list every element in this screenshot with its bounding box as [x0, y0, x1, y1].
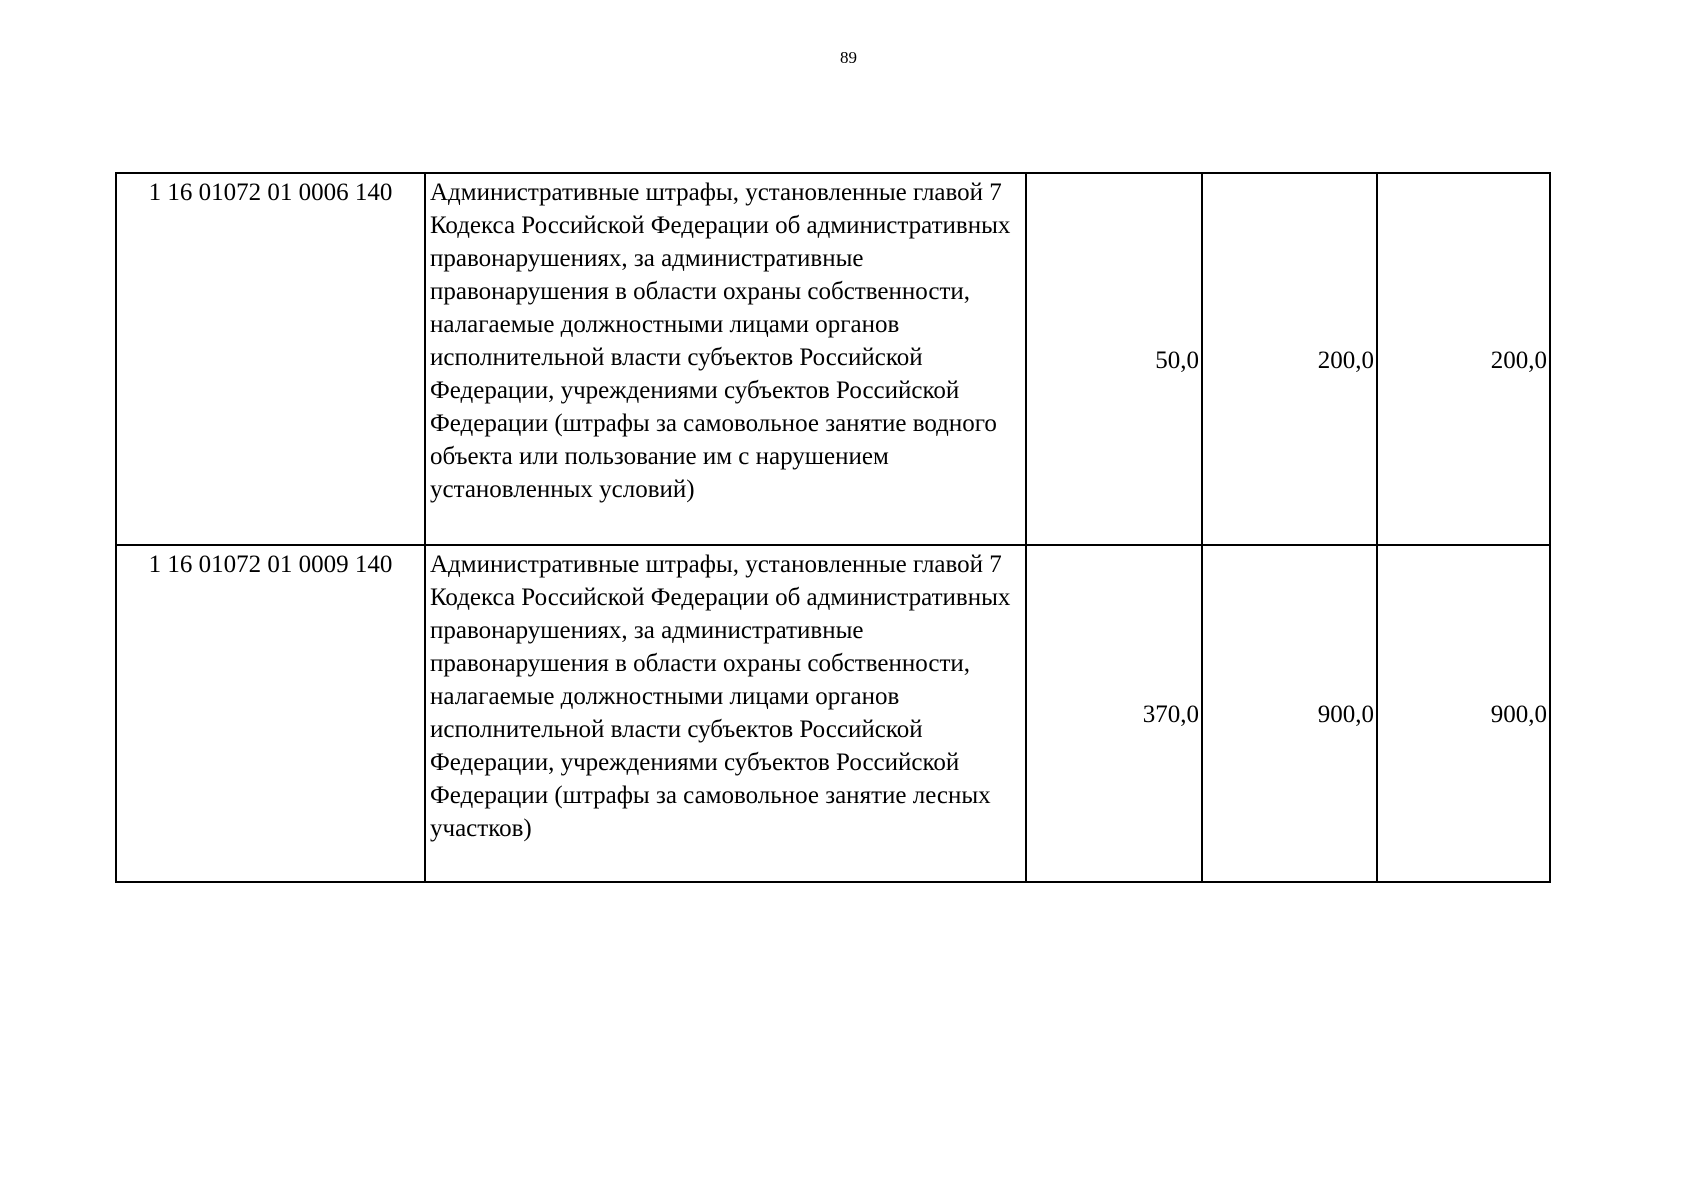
- value-cell-1: 370,0: [1026, 545, 1202, 882]
- budget-code-cell: 1 16 01072 01 0009 140: [116, 545, 425, 882]
- table-row: [116, 173, 1550, 545]
- value-cell-1: 50,0: [1026, 173, 1202, 545]
- budget-table: [115, 172, 1551, 883]
- value-cell-3: 900,0: [1377, 545, 1550, 882]
- table-row: [116, 545, 1550, 882]
- budget-code-cell: 1 16 01072 01 0006 140: [116, 173, 425, 545]
- value-cell-3: 200,0: [1377, 173, 1550, 545]
- value-cell-2: 200,0: [1202, 173, 1377, 545]
- page-number: 89: [840, 48, 857, 67]
- value-cell-2: 900,0: [1202, 545, 1377, 882]
- description-cell: Административные штрафы, установленные главой 7 Кодекса Российской Федерации об административных правонарушениях, за административные правонарушения в области охраны собственности, налагаемые должностными лицами органов исполнительной власти субъектов Российской Федерации, учреждениями субъектов Российской Федерации (штрафы за самовольное занятие водного объекта или пользование им с нарушением установленных условий): [425, 173, 1026, 545]
- description-cell: Административные штрафы, установленные главой 7 Кодекса Российской Федерации об административных правонарушениях, за административные правонарушения в области охраны собственности, налагаемые должностными лицами органов исполнительной власти субъектов Российской Федерации, учреждениями субъектов Российской Федерации (штрафы за самовольное занятие лесных участков): [425, 545, 1026, 882]
